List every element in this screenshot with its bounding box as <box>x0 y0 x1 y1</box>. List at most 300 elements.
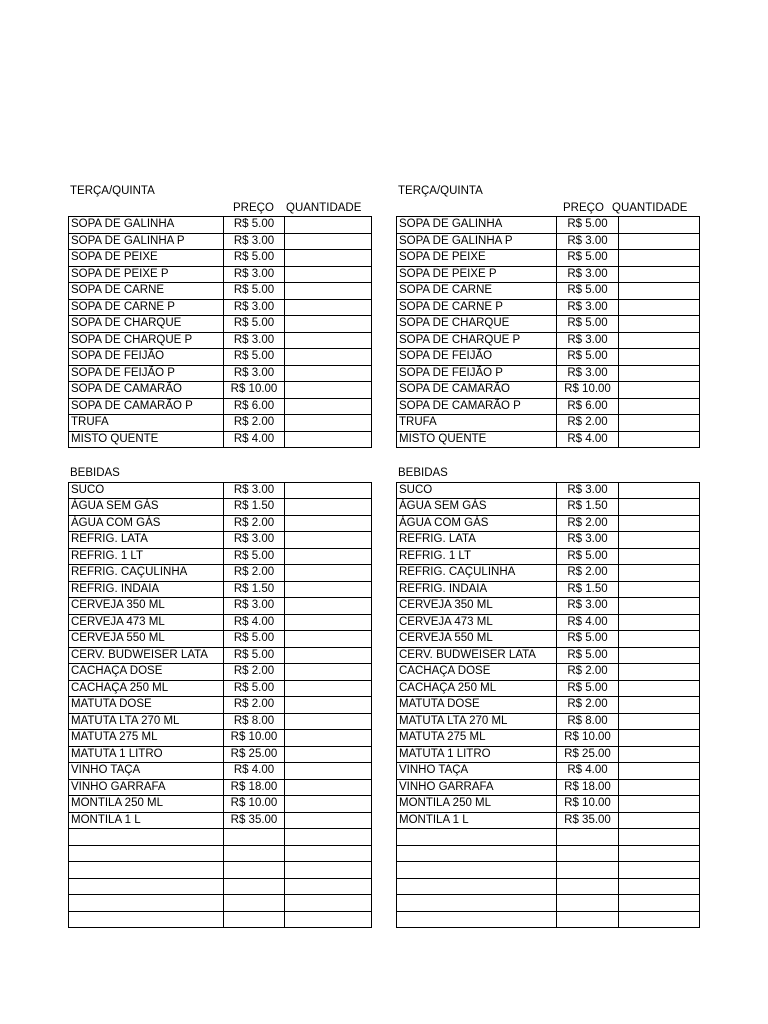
table-row <box>69 565 372 582</box>
quantity-cell[interactable] <box>285 746 372 763</box>
item-price-cell <box>557 862 619 879</box>
table-row <box>397 482 700 499</box>
quantity-cell[interactable] <box>619 779 700 796</box>
item-name-cell: VINHO TAÇA <box>397 763 557 780</box>
item-name-cell: SOPA DE FEIJÃO <box>69 349 224 366</box>
item-name-cell <box>397 895 557 912</box>
item-price-cell <box>224 845 285 862</box>
quantity-cell[interactable] <box>285 548 372 565</box>
quantity-cell[interactable] <box>285 779 372 796</box>
table-row <box>397 332 700 349</box>
quantity-cell[interactable] <box>285 499 372 516</box>
quantity-cell[interactable] <box>619 398 700 415</box>
item-name-cell: SOPA DE CAMARÃO <box>69 382 224 399</box>
price-column-header: PREÇO <box>563 201 604 214</box>
item-name-cell: REFRIG. INDAIA <box>397 581 557 598</box>
table-row <box>397 664 700 681</box>
item-price-cell: R$ 8.00 <box>224 713 285 730</box>
item-name-cell: VINHO GARRAFA <box>397 779 557 796</box>
quantity-cell[interactable] <box>285 878 372 895</box>
quantity-column-header: QUANTIDADE <box>286 201 362 214</box>
item-name-cell: MATUTA DOSE <box>397 697 557 714</box>
table-row <box>69 598 372 615</box>
quantity-cell[interactable] <box>619 415 700 432</box>
item-price-cell: R$ 3.00 <box>224 365 285 382</box>
table-row <box>397 398 700 415</box>
item-name-cell: REFRIG. LATA <box>69 532 224 549</box>
item-price-cell <box>224 862 285 879</box>
item-price-cell <box>557 895 619 912</box>
table-row <box>397 548 700 565</box>
table-row <box>397 895 700 912</box>
item-price-cell: R$ 3.00 <box>224 482 285 499</box>
table-row <box>397 862 700 879</box>
item-name-cell <box>69 911 224 928</box>
quantity-cell[interactable] <box>285 862 372 879</box>
item-name-cell: VINHO TAÇA <box>69 763 224 780</box>
item-price-cell <box>557 911 619 928</box>
quantity-cell[interactable] <box>285 382 372 399</box>
item-name-cell: MATUTA DOSE <box>69 697 224 714</box>
item-name-cell: CACHAÇA 250 ML <box>69 680 224 697</box>
table-row <box>69 382 372 399</box>
price-column-header: PREÇO <box>233 201 274 214</box>
item-name-cell: CERVEJA 350 ML <box>69 598 224 615</box>
quantity-cell[interactable] <box>619 631 700 648</box>
table-row <box>69 431 372 448</box>
table-row <box>69 349 372 366</box>
item-price-cell: R$ 2.00 <box>224 664 285 681</box>
table-row <box>69 647 372 664</box>
item-name-cell <box>69 862 224 879</box>
table-row <box>69 680 372 697</box>
item-name-cell: SOPA DE FEIJÃO P <box>69 365 224 382</box>
quantity-cell[interactable] <box>619 581 700 598</box>
item-name-cell: SOPA DE CHARQUE P <box>69 332 224 349</box>
quantity-cell[interactable] <box>619 812 700 829</box>
item-name-cell: TRUFA <box>397 415 557 432</box>
quantity-cell[interactable] <box>619 895 700 912</box>
item-price-cell: R$ 6.00 <box>224 398 285 415</box>
item-name-cell: CERVEJA 350 ML <box>397 598 557 615</box>
quantity-cell[interactable] <box>619 829 700 846</box>
table-row <box>397 680 700 697</box>
item-name-cell: CERVEJA 550 ML <box>69 631 224 648</box>
item-price-cell: R$ 5.00 <box>557 548 619 565</box>
table-row <box>69 532 372 549</box>
quantity-cell[interactable] <box>285 598 372 615</box>
quantity-cell[interactable] <box>285 697 372 714</box>
section-gap <box>68 448 372 465</box>
item-price-cell: R$ 18.00 <box>224 779 285 796</box>
item-price-cell: R$ 10.00 <box>224 796 285 813</box>
table-row <box>69 895 372 912</box>
quantity-cell[interactable] <box>619 862 700 879</box>
item-price-cell: R$ 18.00 <box>557 779 619 796</box>
item-name-cell: SOPA DE CARNE P <box>69 299 224 316</box>
order-sheet-left <box>68 183 372 928</box>
item-price-cell: R$ 3.00 <box>557 332 619 349</box>
item-price-cell <box>224 829 285 846</box>
quantity-cell[interactable] <box>285 283 372 300</box>
item-name-cell: MATUTA 275 ML <box>397 730 557 747</box>
item-price-cell: R$ 25.00 <box>557 746 619 763</box>
item-price-cell: R$ 1.50 <box>557 499 619 516</box>
quantity-cell[interactable] <box>619 647 700 664</box>
quantity-cell[interactable] <box>619 664 700 681</box>
item-name-cell: CACHAÇA DOSE <box>69 664 224 681</box>
quantity-cell[interactable] <box>619 878 700 895</box>
quantity-cell[interactable] <box>285 332 372 349</box>
item-name-cell: SOPA DE CARNE <box>69 283 224 300</box>
item-price-cell: R$ 3.00 <box>557 532 619 549</box>
quantity-cell[interactable] <box>285 812 372 829</box>
item-name-cell <box>69 829 224 846</box>
table-row <box>397 316 700 333</box>
soups-table <box>68 216 372 448</box>
item-price-cell: R$ 10.00 <box>557 382 619 399</box>
quantity-cell[interactable] <box>285 482 372 499</box>
quantity-cell[interactable] <box>619 217 700 234</box>
quantity-cell[interactable] <box>619 332 700 349</box>
item-price-cell: R$ 2.00 <box>224 565 285 582</box>
table-row <box>69 713 372 730</box>
item-name-cell: ÁGUA COM GÁS <box>397 515 557 532</box>
table-row <box>69 581 372 598</box>
table-row <box>69 746 372 763</box>
item-name-cell <box>397 829 557 846</box>
table-row <box>397 565 700 582</box>
item-price-cell: R$ 5.00 <box>557 349 619 366</box>
table-row <box>397 631 700 648</box>
quantity-cell[interactable] <box>285 614 372 631</box>
table-row <box>397 845 700 862</box>
table-row <box>69 217 372 234</box>
item-price-cell: R$ 5.00 <box>224 647 285 664</box>
table-row <box>69 730 372 747</box>
order-sheet-right <box>396 183 700 928</box>
quantity-cell[interactable] <box>285 631 372 648</box>
table-row <box>397 431 700 448</box>
item-price-cell: R$ 10.00 <box>557 796 619 813</box>
item-name-cell: MONTILA 1 L <box>397 812 557 829</box>
quantity-cell[interactable] <box>285 763 372 780</box>
item-price-cell: R$ 4.00 <box>224 431 285 448</box>
item-price-cell: R$ 4.00 <box>557 763 619 780</box>
item-name-cell: SOPA DE PEIXE <box>69 250 224 267</box>
item-name-cell: REFRIG. CAÇULINHA <box>69 565 224 582</box>
sheet-title: TERÇA/QUINTA <box>70 185 155 197</box>
quantity-cell[interactable] <box>285 217 372 234</box>
column-headers <box>396 200 700 217</box>
quantity-cell[interactable] <box>285 647 372 664</box>
item-name-cell: MONTILA 250 ML <box>397 796 557 813</box>
quantity-cell[interactable] <box>619 532 700 549</box>
item-price-cell: R$ 10.00 <box>557 730 619 747</box>
table-row <box>69 631 372 648</box>
quantity-cell[interactable] <box>285 532 372 549</box>
table-row <box>397 217 700 234</box>
table-row <box>69 862 372 879</box>
quantity-cell[interactable] <box>285 233 372 250</box>
item-price-cell: R$ 2.00 <box>557 565 619 582</box>
item-price-cell: R$ 2.00 <box>557 697 619 714</box>
item-price-cell: R$ 25.00 <box>224 746 285 763</box>
item-price-cell: R$ 5.00 <box>557 283 619 300</box>
quantity-cell[interactable] <box>285 680 372 697</box>
quantity-cell[interactable] <box>285 911 372 928</box>
quantity-cell[interactable] <box>619 746 700 763</box>
table-row <box>69 515 372 532</box>
item-price-cell: R$ 4.00 <box>224 614 285 631</box>
item-name-cell: REFRIG. INDAIA <box>69 581 224 598</box>
item-name-cell: REFRIG. CAÇULINHA <box>397 565 557 582</box>
quantity-cell[interactable] <box>619 431 700 448</box>
item-name-cell <box>397 845 557 862</box>
table-row <box>397 598 700 615</box>
item-name-cell: REFRIG. 1 LT <box>397 548 557 565</box>
quantity-cell[interactable] <box>285 415 372 432</box>
table-row <box>397 779 700 796</box>
quantity-cell[interactable] <box>285 713 372 730</box>
item-name-cell: REFRIG. 1 LT <box>69 548 224 565</box>
item-price-cell: R$ 5.00 <box>224 349 285 366</box>
item-price-cell: R$ 4.00 <box>557 614 619 631</box>
table-row <box>69 299 372 316</box>
item-name-cell: CERVEJA 473 ML <box>69 614 224 631</box>
item-price-cell: R$ 5.00 <box>557 631 619 648</box>
quantity-cell[interactable] <box>619 233 700 250</box>
item-name-cell: ÁGUA SEM GÁS <box>69 499 224 516</box>
item-price-cell <box>224 911 285 928</box>
table-row <box>69 548 372 565</box>
quantity-cell[interactable] <box>619 845 700 862</box>
table-row <box>69 365 372 382</box>
item-price-cell: R$ 5.00 <box>224 250 285 267</box>
item-price-cell: R$ 35.00 <box>557 812 619 829</box>
table-row <box>69 482 372 499</box>
table-row <box>69 878 372 895</box>
drinks-section-title: BEBIDAS <box>70 467 120 479</box>
quantity-cell[interactable] <box>285 581 372 598</box>
item-price-cell: R$ 1.50 <box>224 499 285 516</box>
item-price-cell <box>557 878 619 895</box>
section-gap <box>396 448 700 465</box>
item-name-cell: CACHAÇA 250 ML <box>397 680 557 697</box>
item-name-cell: MATUTA 275 ML <box>69 730 224 747</box>
quantity-cell[interactable] <box>619 299 700 316</box>
quantity-cell[interactable] <box>619 349 700 366</box>
drinks-section-title: BEBIDAS <box>398 467 448 479</box>
item-price-cell: R$ 3.00 <box>224 532 285 549</box>
item-price-cell: R$ 3.00 <box>224 233 285 250</box>
quantity-cell[interactable] <box>285 431 372 448</box>
quantity-cell[interactable] <box>619 598 700 615</box>
quantity-cell[interactable] <box>285 730 372 747</box>
item-name-cell: TRUFA <box>69 415 224 432</box>
quantity-cell[interactable] <box>619 515 700 532</box>
item-name-cell: REFRIG. LATA <box>397 532 557 549</box>
item-name-cell: MATUTA LTA 270 ML <box>397 713 557 730</box>
table-row <box>69 796 372 813</box>
quantity-cell[interactable] <box>619 565 700 582</box>
quantity-cell[interactable] <box>285 316 372 333</box>
table-row <box>69 779 372 796</box>
item-price-cell: R$ 3.00 <box>557 266 619 283</box>
quantity-cell[interactable] <box>285 266 372 283</box>
item-name-cell: SOPA DE CARNE P <box>397 299 557 316</box>
item-name-cell: CERVEJA 473 ML <box>397 614 557 631</box>
table-row <box>397 382 700 399</box>
item-name-cell: SOPA DE PEIXE <box>397 250 557 267</box>
item-price-cell: R$ 6.00 <box>557 398 619 415</box>
table-row <box>69 499 372 516</box>
item-price-cell: R$ 8.00 <box>557 713 619 730</box>
table-row <box>69 697 372 714</box>
quantity-cell[interactable] <box>285 250 372 267</box>
item-price-cell: R$ 3.00 <box>557 598 619 615</box>
item-price-cell: R$ 5.00 <box>557 647 619 664</box>
item-name-cell: SUCO <box>69 482 224 499</box>
quantity-cell[interactable] <box>619 911 700 928</box>
item-name-cell: SOPA DE FEIJÃO <box>397 349 557 366</box>
item-name-cell <box>69 878 224 895</box>
item-price-cell: R$ 3.00 <box>557 365 619 382</box>
item-name-cell <box>397 878 557 895</box>
table-row <box>69 911 372 928</box>
item-name-cell: CERVEJA 550 ML <box>397 631 557 648</box>
item-price-cell: R$ 5.00 <box>224 680 285 697</box>
table-row <box>69 845 372 862</box>
item-price-cell: R$ 5.00 <box>557 217 619 234</box>
quantity-cell[interactable] <box>285 845 372 862</box>
item-price-cell: R$ 3.00 <box>557 233 619 250</box>
sheet-title: TERÇA/QUINTA <box>398 185 483 197</box>
item-price-cell: R$ 5.00 <box>224 283 285 300</box>
item-price-cell: R$ 1.50 <box>557 581 619 598</box>
quantity-cell[interactable] <box>285 349 372 366</box>
quantity-cell[interactable] <box>619 614 700 631</box>
quantity-cell[interactable] <box>285 365 372 382</box>
item-price-cell: R$ 10.00 <box>224 382 285 399</box>
item-name-cell <box>397 862 557 879</box>
quantity-cell[interactable] <box>619 482 700 499</box>
quantity-cell[interactable] <box>619 730 700 747</box>
quantity-cell[interactable] <box>285 895 372 912</box>
item-name-cell: SOPA DE PEIXE P <box>69 266 224 283</box>
item-name-cell: MONTILA 250 ML <box>69 796 224 813</box>
column-headers <box>68 200 372 217</box>
quantity-cell[interactable] <box>619 796 700 813</box>
item-name-cell: SOPA DE GALINHA P <box>397 233 557 250</box>
table-row <box>69 415 372 432</box>
table-row <box>397 746 700 763</box>
quantity-cell[interactable] <box>285 299 372 316</box>
quantity-cell[interactable] <box>619 713 700 730</box>
item-price-cell: R$ 3.00 <box>557 482 619 499</box>
item-name-cell: CACHAÇA DOSE <box>397 664 557 681</box>
table-row <box>69 283 372 300</box>
item-name-cell <box>397 911 557 928</box>
quantity-cell[interactable] <box>619 548 700 565</box>
item-name-cell: SOPA DE CHARQUE <box>397 316 557 333</box>
item-price-cell <box>224 878 285 895</box>
table-row <box>397 878 700 895</box>
item-price-cell: R$ 3.00 <box>224 266 285 283</box>
item-name-cell: SOPA DE PEIXE P <box>397 266 557 283</box>
quantity-cell[interactable] <box>619 266 700 283</box>
item-name-cell: MATUTA 1 LITRO <box>397 746 557 763</box>
quantity-cell[interactable] <box>619 680 700 697</box>
item-name-cell <box>69 895 224 912</box>
table-row <box>69 233 372 250</box>
item-name-cell: SOPA DE CHARQUE P <box>397 332 557 349</box>
quantity-cell[interactable] <box>285 565 372 582</box>
table-row <box>397 647 700 664</box>
table-row <box>397 349 700 366</box>
table-row <box>397 812 700 829</box>
quantity-cell[interactable] <box>619 365 700 382</box>
item-price-cell: R$ 5.00 <box>557 316 619 333</box>
quantity-cell[interactable] <box>285 398 372 415</box>
item-price-cell: R$ 2.00 <box>557 515 619 532</box>
quantity-cell[interactable] <box>285 664 372 681</box>
quantity-cell[interactable] <box>285 796 372 813</box>
drinks-table <box>68 482 372 929</box>
item-name-cell: SOPA DE FEIJÃO P <box>397 365 557 382</box>
quantity-cell[interactable] <box>619 763 700 780</box>
table-row <box>397 763 700 780</box>
table-row <box>397 829 700 846</box>
item-name-cell: MATUTA LTA 270 ML <box>69 713 224 730</box>
table-row <box>397 730 700 747</box>
quantity-cell[interactable] <box>619 697 700 714</box>
table-row <box>397 365 700 382</box>
item-price-cell: R$ 2.00 <box>224 415 285 432</box>
item-price-cell: R$ 2.00 <box>224 515 285 532</box>
table-row <box>397 614 700 631</box>
quantity-cell[interactable] <box>619 283 700 300</box>
quantity-cell[interactable] <box>619 382 700 399</box>
table-row <box>69 812 372 829</box>
quantity-cell[interactable] <box>285 829 372 846</box>
table-row <box>397 796 700 813</box>
quantity-cell[interactable] <box>619 499 700 516</box>
quantity-cell[interactable] <box>285 515 372 532</box>
table-row <box>69 398 372 415</box>
item-price-cell: R$ 5.00 <box>224 631 285 648</box>
item-price-cell: R$ 5.00 <box>224 316 285 333</box>
table-row <box>69 266 372 283</box>
item-name-cell: MONTILA 1 L <box>69 812 224 829</box>
item-price-cell: R$ 2.00 <box>557 664 619 681</box>
table-row <box>69 829 372 846</box>
item-price-cell <box>557 845 619 862</box>
quantity-cell[interactable] <box>619 316 700 333</box>
table-row <box>397 713 700 730</box>
table-row <box>69 332 372 349</box>
item-name-cell: SUCO <box>397 482 557 499</box>
item-price-cell: R$ 1.50 <box>224 581 285 598</box>
quantity-column-header: QUANTIDADE <box>612 201 688 214</box>
quantity-cell[interactable] <box>619 250 700 267</box>
item-name-cell: SOPA DE GALINHA <box>397 217 557 234</box>
item-price-cell: R$ 5.00 <box>224 217 285 234</box>
table-row <box>397 266 700 283</box>
item-name-cell: SOPA DE CAMARÃO <box>397 382 557 399</box>
item-price-cell: R$ 2.00 <box>224 697 285 714</box>
table-row <box>397 415 700 432</box>
